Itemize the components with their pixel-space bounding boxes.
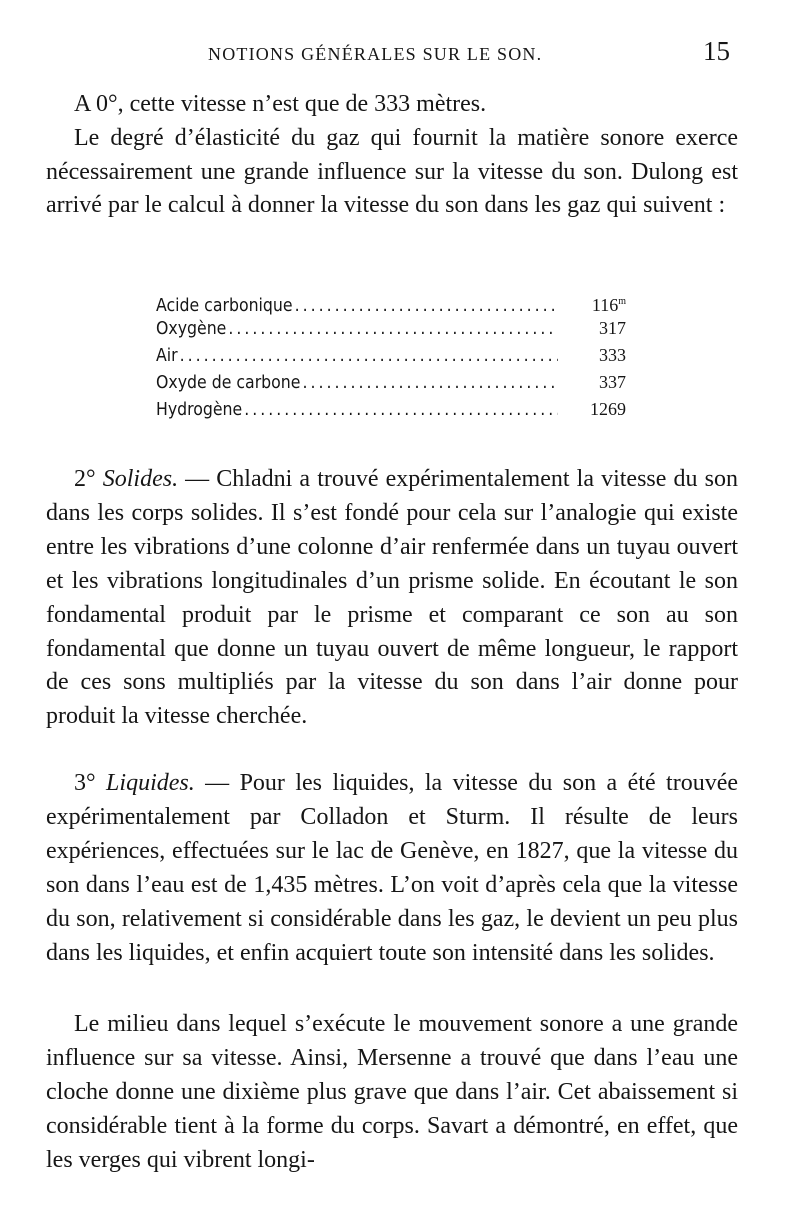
gas-speed-value: 116 [591,295,619,315]
table-row [156,369,626,396]
leader-dots [302,370,558,397]
intro-paragraph-1: A 0°, cette vitesse n’est que de 333 mètres. [74,91,487,117]
table-row [156,342,626,369]
gas-speed-value: 317 [599,318,626,338]
table-row [156,396,626,423]
intro-paragraph-2: Le degré d’élasticité du gaz qui fournit la matière sonore exerce nécessairement une grande influence sur la vitesse du son. Dulong est arrivé par le calcul à donner la vitesse du son dans les gaz qui suivent : [46,124,738,219]
section-text: — Chladni a trouvé expérimentalement la vitesse du son dans les corps solides. Il s’est fondé pour cela sur l’analogie qui existe entre les vibrations d’une colonne d’air renfermée dans un tuyau ouvert et les vibrations longitudinales d’un prisme solide. En écoutant le son fondamental produit par le prisme et comparant ce son au son fondamental que donne un tuyau ouvert de même longueur, le rapport de ces sons multipliés par la vitesse du son dans l’air donne pour produit la vitesse cherchée. [46,466,739,730]
gas-speed-table [156,288,626,423]
page-number: 15 [703,36,730,66]
section-number: 3° [74,770,96,796]
page-header [0,36,800,76]
intro-text [46,88,738,223]
gas-speed-value: 337 [599,372,626,392]
gas-name: Acide carbonique [156,296,293,316]
leader-dots [180,343,558,370]
gas-speed-value: 333 [599,345,626,365]
liquides-paragraph [46,767,738,970]
table-row [156,315,626,342]
table-row [156,288,626,315]
section-title: Solides. [102,466,179,492]
leader-dots [228,316,558,343]
leader-dots [244,397,558,424]
milieu-paragraph: Le milieu dans lequel s’exécute le mouvement sonore a une grande influence sur sa vitesse. Ainsi, Mersenne a trouvé que dans l’eau une cloche donne une dixième plus grave que dans l’air. Cet abaissement si considérable tient à la forme du corps. Savart a démontré, en effet, que les verges qui vibrent longi- [46,1011,738,1173]
gas-speed [564,369,626,396]
gas-speed-value: 1269 [590,399,626,419]
section-text: — Pour les liquides, la vitesse du son a été trouvée expérimentalement par Colladon et Sturm. Il résulte de leurs expériences, effectuées sur le lac de Genève, en 1827, que la vitesse du son dans l’eau est de 1,435 mètres. L’on voit d’après cela que la vitesse du son, relativement si considérable dans les gaz, le devient un peu plus dans les liquides, et enfin acquiert toute son intensité dans les solides. [46,770,738,966]
section-title: Liquides. [106,770,195,796]
section-liquides [46,767,738,970]
gas-speed [564,315,626,342]
section-milieu [46,1008,738,1178]
solides-paragraph [46,463,738,734]
section-number: 2° [74,466,96,492]
gas-speed [564,396,626,423]
gas-name: Air [156,346,178,366]
gas-name: Oxyde de carbone [156,373,301,393]
running-title: NOTIONS GÉNÉRALES SUR LE SON. [208,44,543,64]
gas-name: Hydrogène [156,400,243,420]
gas-speed [564,342,626,369]
gas-name: Oxygène [156,319,227,339]
unit-superscript: m [618,296,626,307]
section-solides [46,463,738,734]
